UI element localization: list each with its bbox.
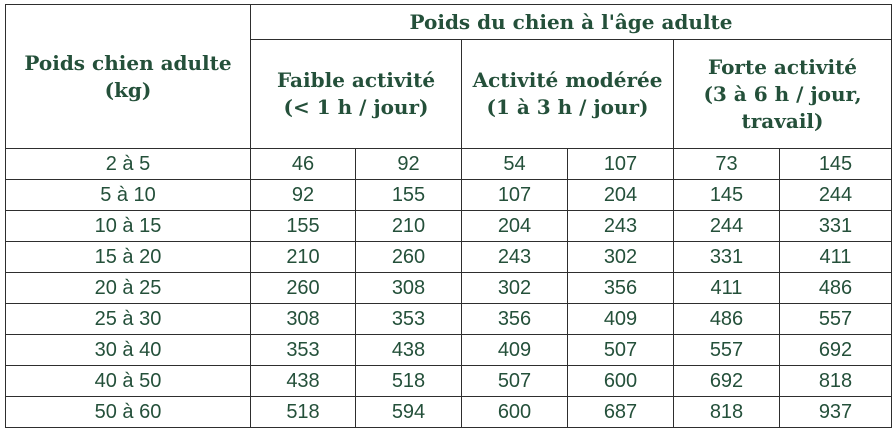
table-row	[6, 273, 892, 304]
table-row	[6, 304, 892, 335]
value-cell: 486	[674, 304, 780, 335]
value-cell: 557	[674, 335, 780, 366]
group-header: Poids du chien à l'âge adulte	[251, 5, 892, 40]
value-cell: 331	[674, 242, 780, 273]
table-row	[6, 242, 892, 273]
value-cell: 92	[356, 149, 462, 180]
value-cell: 411	[780, 242, 892, 273]
value-cell: 308	[251, 304, 356, 335]
value-cell: 438	[356, 335, 462, 366]
value-cell: 518	[356, 366, 462, 397]
value-cell: 145	[780, 149, 892, 180]
row-header-cell	[6, 5, 251, 149]
weight-range-cell: 40 à 50	[6, 366, 251, 397]
value-cell: 353	[356, 304, 462, 335]
activity-header-high-line2: (3 à 6 h / jour,	[703, 81, 862, 106]
value-cell: 204	[462, 211, 568, 242]
value-cell: 594	[356, 397, 462, 428]
table-row	[6, 366, 892, 397]
activity-header-moderate	[462, 40, 674, 149]
value-cell: 210	[251, 242, 356, 273]
activity-header-moderate-line2: (1 à 3 h / jour)	[486, 95, 649, 119]
weight-range-cell: 15 à 20	[6, 242, 251, 273]
value-cell: 308	[356, 273, 462, 304]
value-cell: 260	[356, 242, 462, 273]
value-cell: 155	[251, 211, 356, 242]
dog-food-table	[5, 4, 892, 428]
weight-range-cell: 2 à 5	[6, 149, 251, 180]
activity-header-high-line3: travail)	[741, 108, 824, 133]
value-cell: 353	[251, 335, 356, 366]
value-cell: 507	[462, 366, 568, 397]
row-header-line1: Poids chien adulte	[24, 50, 232, 75]
value-cell: 73	[674, 149, 780, 180]
value-cell: 356	[462, 304, 568, 335]
table-row	[6, 149, 892, 180]
weight-range-cell: 20 à 25	[6, 273, 251, 304]
value-cell: 210	[356, 211, 462, 242]
value-cell: 692	[674, 366, 780, 397]
value-cell: 818	[674, 397, 780, 428]
value-cell: 46	[251, 149, 356, 180]
weight-range-cell: 50 à 60	[6, 397, 251, 428]
value-cell: 600	[462, 397, 568, 428]
value-cell: 518	[251, 397, 356, 428]
value-cell: 356	[568, 273, 674, 304]
value-cell: 411	[674, 273, 780, 304]
table-row	[6, 180, 892, 211]
activity-header-moderate-line1: Activité modérée	[472, 68, 663, 92]
value-cell: 687	[568, 397, 674, 428]
value-cell: 155	[356, 180, 462, 211]
value-cell: 145	[674, 180, 780, 211]
activity-header-high	[674, 40, 892, 149]
table-container	[5, 4, 892, 428]
header-row-top	[6, 5, 892, 40]
value-cell: 260	[251, 273, 356, 304]
value-cell: 409	[462, 335, 568, 366]
value-cell: 438	[251, 366, 356, 397]
value-cell: 937	[780, 397, 892, 428]
value-cell: 204	[568, 180, 674, 211]
value-cell: 107	[462, 180, 568, 211]
value-cell: 244	[674, 211, 780, 242]
activity-header-low	[251, 40, 462, 149]
value-cell: 92	[251, 180, 356, 211]
row-header-line2: (kg)	[104, 77, 152, 102]
value-cell: 600	[568, 366, 674, 397]
value-cell: 331	[780, 211, 892, 242]
value-cell: 557	[780, 304, 892, 335]
weight-range-cell: 25 à 30	[6, 304, 251, 335]
table-body	[6, 149, 892, 428]
value-cell: 244	[780, 180, 892, 211]
table-row	[6, 211, 892, 242]
value-cell: 243	[568, 211, 674, 242]
value-cell: 507	[568, 335, 674, 366]
value-cell: 818	[780, 366, 892, 397]
value-cell: 302	[568, 242, 674, 273]
weight-range-cell: 10 à 15	[6, 211, 251, 242]
weight-range-cell: 30 à 40	[6, 335, 251, 366]
activity-header-low-line2: (< 1 h / jour)	[283, 95, 429, 119]
value-cell: 302	[462, 273, 568, 304]
value-cell: 409	[568, 304, 674, 335]
value-cell: 486	[780, 273, 892, 304]
activity-header-low-line1: Faible activité	[276, 68, 436, 92]
table-row	[6, 335, 892, 366]
value-cell: 243	[462, 242, 568, 273]
activity-header-high-line1: Forte activité	[707, 54, 858, 79]
weight-range-cell: 5 à 10	[6, 180, 251, 211]
table-row	[6, 397, 892, 428]
value-cell: 692	[780, 335, 892, 366]
value-cell: 107	[568, 149, 674, 180]
value-cell: 54	[462, 149, 568, 180]
